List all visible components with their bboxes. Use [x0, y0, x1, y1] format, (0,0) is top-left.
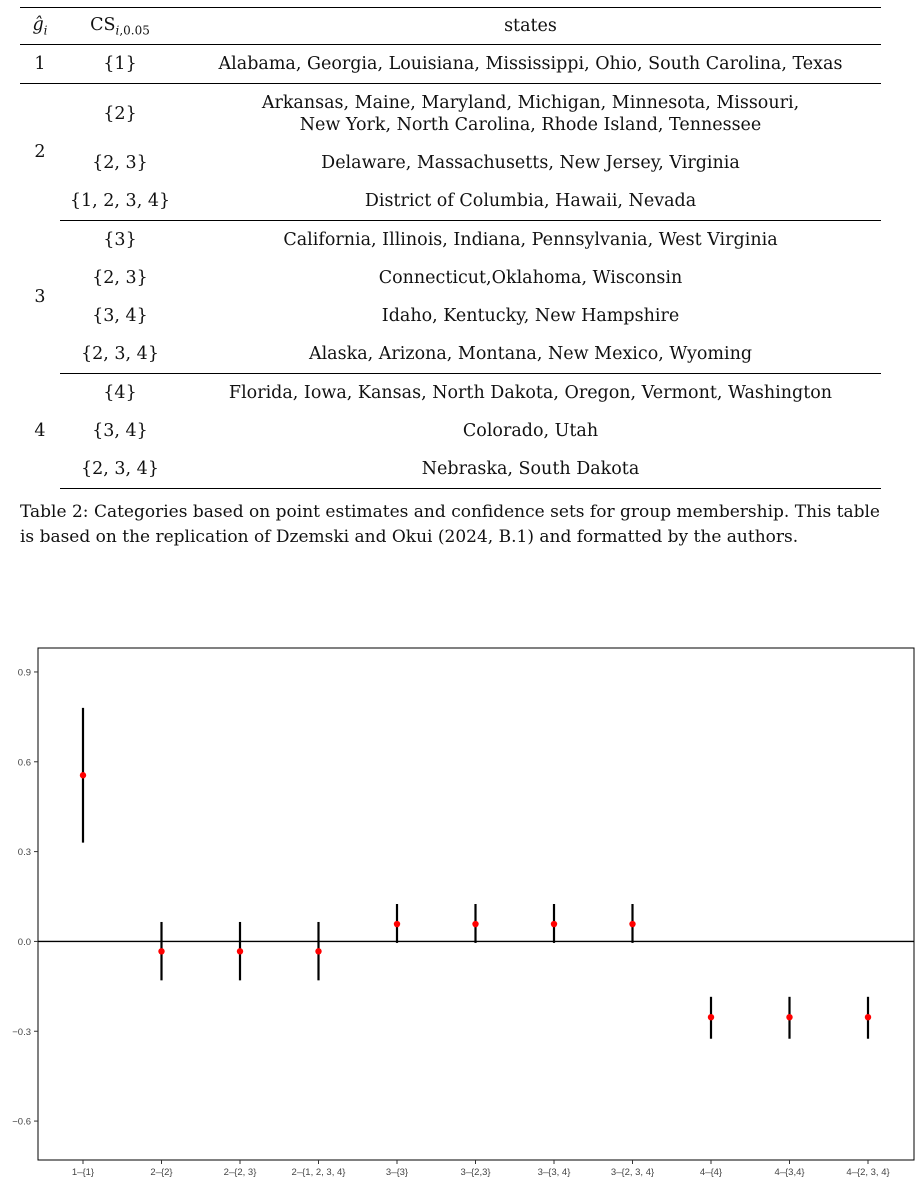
x-tick-label: 3–{3, 4}	[537, 1167, 571, 1178]
states-cell	[180, 182, 881, 221]
confidence-set-cell: {3}	[103, 230, 137, 250]
x-tick-label: 1–{1}	[71, 1167, 95, 1178]
table-row	[20, 297, 881, 335]
states-cell	[180, 221, 881, 260]
group-cell: 4	[34, 421, 46, 441]
header-confidence-set: $CS_{i,0.05}$	[60, 8, 180, 45]
x-tick-label: 3–{2,3}	[460, 1167, 491, 1178]
confidence-interval-chart	[0, 640, 921, 1188]
states-line: District of Columbia, Hawaii, Nevada	[364, 191, 697, 211]
states-cell	[180, 144, 881, 182]
confidence-set-cell: {2, 3, 4}	[60, 335, 180, 374]
point-estimate	[315, 948, 321, 954]
states-line: Arkansas, Maine, Maryland, Michigan, Minnesota, Missouri,	[261, 93, 800, 113]
states-cell	[180, 374, 881, 413]
point-estimate	[394, 921, 400, 927]
x-tick-label: 2–{2, 3}	[223, 1167, 257, 1178]
header-states: states	[180, 8, 881, 45]
y-tick-label: −0.3	[12, 1026, 31, 1038]
figure-container	[0, 640, 921, 1188]
states-cell	[180, 84, 881, 145]
table-row	[20, 144, 881, 182]
point-estimate	[80, 772, 86, 778]
confidence-set-cell: {3, 4}	[92, 421, 148, 441]
table-row	[20, 221, 881, 260]
table-row	[20, 182, 881, 221]
states-cell	[180, 450, 881, 489]
table-body	[20, 45, 881, 489]
states-line: Nebraska, South Dakota	[421, 459, 640, 479]
confidence-set-cell: {3, 4}	[92, 306, 148, 326]
group-cell: 3	[34, 287, 46, 307]
x-tick-label: 4–{4}	[699, 1167, 723, 1178]
point-estimate	[551, 921, 557, 927]
states-line: New York, North Carolina, Rhode Island, Tennessee	[299, 115, 762, 135]
x-tick-label: 3–{2, 3, 4}	[610, 1167, 655, 1178]
results-table-container	[20, 7, 881, 489]
states-line: Connecticut,Oklahoma, Wisconsin	[378, 268, 683, 288]
x-tick-label: 4–{3,4}	[774, 1167, 805, 1178]
point-estimate	[865, 1014, 871, 1020]
point-estimate	[629, 921, 635, 927]
states-line: Colorado, Utah	[462, 421, 599, 441]
table-row	[20, 374, 881, 413]
states-cell	[180, 45, 881, 84]
states-line: Florida, Iowa, Kansas, North Dakota, Oregon, Vermont, Washington	[228, 383, 833, 403]
x-tick-label: 4–{2, 3, 4}	[846, 1167, 890, 1178]
states-line: California, Illinois, Indiana, Pennsylvania, West Virginia	[283, 230, 778, 250]
confidence-set-cell: {1}	[60, 45, 180, 84]
results-table	[20, 7, 881, 489]
point-estimate	[786, 1014, 792, 1020]
states-line: Delaware, Massachusetts, New Jersey, Virginia	[321, 153, 740, 173]
confidence-set-cell: {2}	[103, 104, 137, 124]
y-tick-label: −0.6	[12, 1116, 31, 1128]
states-line: Alabama, Georgia, Louisiana, Mississippi, Ohio, South Carolina, Texas	[218, 54, 843, 74]
table-row	[20, 450, 881, 489]
x-tick-label: 3–{3}	[385, 1167, 409, 1178]
table-row	[20, 84, 881, 145]
table-row	[20, 412, 881, 450]
states-line: Idaho, Kentucky, New Hampshire	[381, 306, 680, 326]
states-cell	[180, 335, 881, 374]
table-row	[20, 45, 881, 84]
y-tick-label: 0.3	[17, 847, 31, 859]
table-caption: Table 2: Categories based on point estimates and confidence sets for group membership. This table is based on the replication of Dzemski and Okui (2024, B.1) and formatted by the authors.	[20, 502, 880, 547]
group-cell: 1	[20, 45, 60, 84]
point-estimate	[237, 948, 243, 954]
table-header-row	[20, 8, 881, 45]
point-estimate	[472, 921, 478, 927]
confidence-set-cell: {1, 2, 3, 4}	[60, 182, 180, 221]
header-group-estimate: $ĝ_i$	[20, 8, 60, 45]
states-cell	[180, 412, 881, 450]
table-row	[20, 259, 881, 297]
group-cell: 2	[34, 142, 46, 163]
states-cell	[180, 297, 881, 335]
y-tick-label: 0.0	[17, 936, 31, 948]
confidence-set-cell: {2, 3, 4}	[60, 450, 180, 489]
y-tick-label: 0.9	[17, 667, 31, 679]
confidence-set-cell: {2, 3}	[92, 153, 148, 173]
states-cell	[180, 259, 881, 297]
point-estimate	[158, 948, 164, 954]
states-line: Alaska, Arizona, Montana, New Mexico, Wyoming	[308, 344, 753, 364]
x-tick-label: 2–{1, 2, 3, 4}	[291, 1167, 346, 1178]
confidence-set-cell: {4}	[103, 383, 137, 403]
y-tick-label: 0.6	[17, 757, 31, 769]
x-tick-label: 2–{2}	[150, 1167, 173, 1178]
point-estimate	[708, 1014, 714, 1020]
table-row	[20, 335, 881, 374]
confidence-set-cell: {2, 3}	[92, 268, 148, 288]
